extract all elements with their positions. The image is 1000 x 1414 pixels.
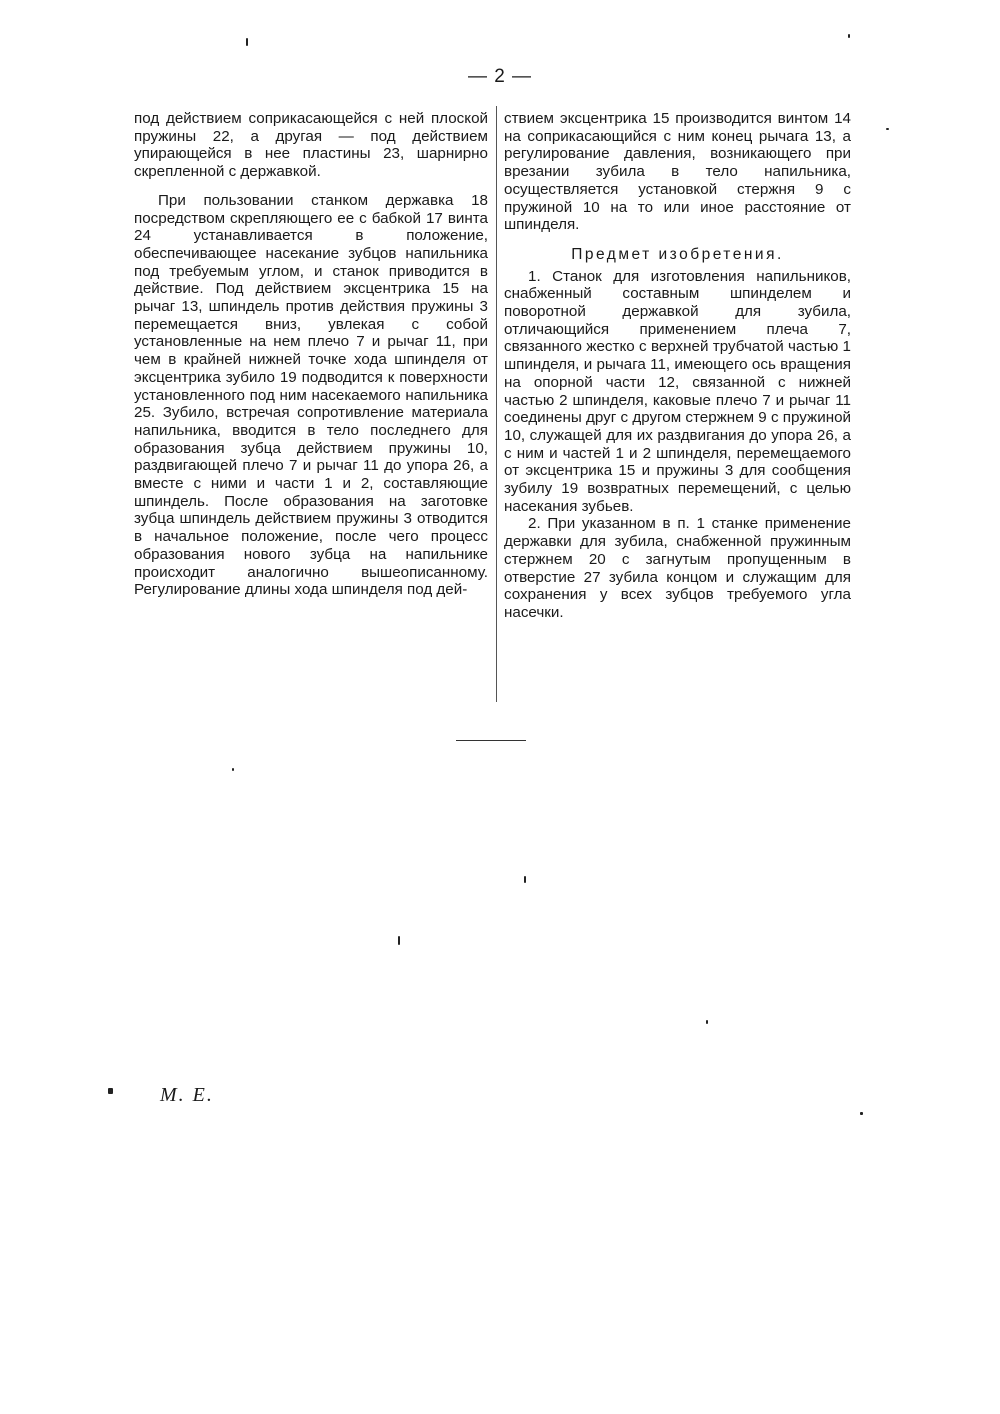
left-column [134,110,488,599]
scan-speck [886,128,889,130]
left-paragraph-1: под действием соприкасающейся с ней плоской пружины 22, а другая — под действием упирающейся в нее пластины 23, шарнирно скрепленной с державкой. [134,110,488,181]
scan-speck [706,1020,708,1024]
scan-speck [108,1088,113,1094]
claim-1: 1. Станок для изготовления напильников, снабженный составным шпинделем и поворотной державкой для зубила, отличающийся применением плеча 7, связанного жестко с верхней трубчатой частью 1 шпинделя, и рычага 11, имеющего ось вращения на опорной части 12, связанной с нижней частью 2 шпинделя, каковые плечо 7 и рычаг 11 соединены друг с другом стержнем 9 с пружиной 10, служащей для их раздвигания до упора 26, а с ним и частей 1 и 2 шпинделя, перемещаемого от эксцентрика 15 и пружины 3 для сообщения зубилу 19 возвратных перемещений, с целью насекания зубьев. [504,267,852,515]
right-column [504,110,851,622]
column-divider [496,106,497,702]
scan-speck [860,1112,863,1115]
left-paragraph-2: При пользовании станком державка 18 посредством скрепляющего ее с бабкой 17 винта 24 устанавливается в положение, обеспечивающее насекание зубцов напильника под требуемым углом, и станок приводится в действие. Под действием эксцентрика 15 на рычаг 13, шпиндель против действия пружины 3 перемещается вниз, увлекая с собой установленные на нем плечо 7 и рычаг 11, при чем в крайней нижней точке хода шпинделя от эксцентрика зубило 19 подводится к поверхности установленного под ним насекаемого напильника 25. Зубило, встречая сопротивление материала напильника, вводится в тело последнего для образования зубца действием пружины 10, раздвигающей плечо 7 и рычаг 11 до упора 26, а вместе с ними и части 1 и 2, составляющие шпиндель. После образования на заготовке зубца шпиндель действием пружины 3 отводится в начальное положение, после чего процесс образования нового зубца на напильнике происходит аналогично вышеописанному. Регулирование длины хода шпинделя под дей- [134,191,488,599]
claim-2: 2. При указанном в п. 1 станке применение державки для зубила, снабженной пружинным стержнем 20 с загнутым пропущенным в отверстие 27 зубила концом и служащим для сохранения у всех зубцов требуемого угла насечки. [504,515,851,621]
scan-speck [246,38,248,46]
end-rule [456,740,526,741]
claims-heading: Предмет изобретения. [571,245,784,263]
scan-speck [398,936,400,945]
scan-speck [232,768,234,771]
author-initials: М. Е. [160,1084,214,1106]
page-number: — 2 — [467,66,533,87]
right-intro-paragraph: ствием эксцентрика 15 производится винтом 14 на соприкасающийся с ним конец рычага 13, а регулирование давления, возникающего при врезании зубила в тело напильника, осуществляется установкой стержня 9 с пружиной 10 на то или иное расстояние от шпинделя. [504,110,851,234]
scan-speck [524,876,526,883]
scan-speck [848,34,850,38]
